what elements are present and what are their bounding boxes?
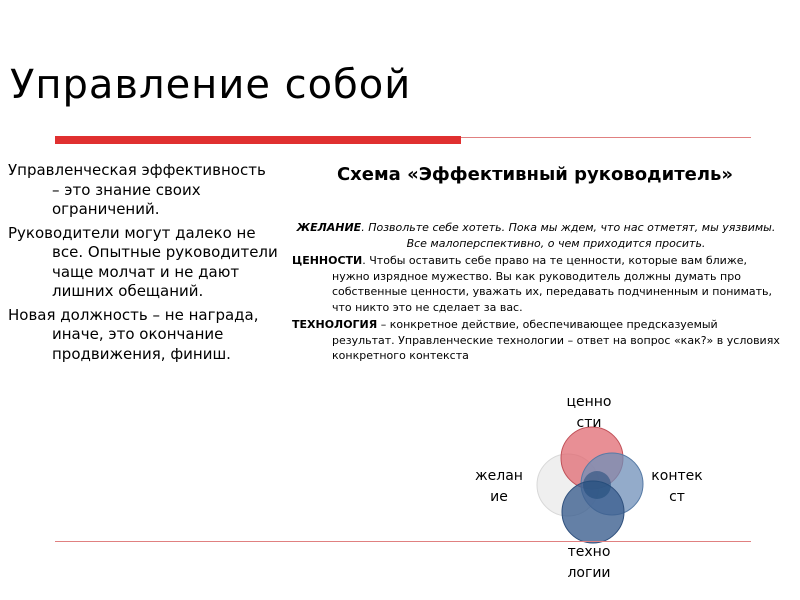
left-paragraph-1: Управленческая эффективность – это знание своих ограничений. bbox=[8, 161, 266, 218]
schema-text-technology: – конкретное действие, обеспечивающее предсказуемый результат. Управленческие технологии – ответ на вопрос «как?» в условиях конкретного контекста bbox=[332, 318, 780, 362]
schema-text-column bbox=[292, 220, 780, 366]
schema-term-technology: ТЕХНОЛОГИЯ bbox=[292, 318, 378, 331]
venn-center-overlap bbox=[583, 471, 611, 499]
venn-label-top: ценно сти bbox=[566, 394, 612, 431]
bottom-divider bbox=[55, 541, 751, 542]
venn-diagram bbox=[532, 420, 648, 550]
left-text-column bbox=[8, 161, 278, 368]
left-paragraph-3: Новая должность – не награда, иначе, это окончание продвижения, финиш. bbox=[8, 305, 259, 363]
venn-label-bottom: техно логии bbox=[567, 544, 611, 581]
schema-item-technology bbox=[292, 317, 780, 364]
schema-prefix: Схема bbox=[336, 164, 408, 185]
left-paragraph-2: Руководители могут далеко не все. Опытные руководители чаще молчат и не дают лишних обещаний. bbox=[8, 223, 278, 300]
schema-item-values bbox=[292, 253, 780, 315]
schema-text-values: . Чтобы оставить себе право на те ценности, которые вам ближе, нужно изрядное мужество. Вы как руководитель должны думать про собственные ценности, уважать их, передавать подчиненным и понимать, что никто это не сделает за вас. bbox=[332, 254, 772, 314]
schema-term-values: ЦЕННОСТИ bbox=[292, 254, 363, 267]
schema-term-desire: ЖЕЛАНИЕ bbox=[296, 221, 362, 234]
venn-label-right: контек ст bbox=[651, 468, 703, 505]
schema-text-desire: . Позвольте себе хотеть. Пока мы ждем, что нас отметят, мы уязвимы. Все малоперспективно, о чем приходится просить. bbox=[361, 221, 776, 250]
slide-title: Управление собой bbox=[10, 62, 412, 108]
title-underline-accent bbox=[55, 136, 461, 144]
schema-title: «Эффективный руководитель» bbox=[407, 164, 734, 185]
schema-item-desire bbox=[292, 220, 780, 251]
title-underline-thin bbox=[461, 137, 751, 138]
schema-heading bbox=[290, 164, 780, 185]
venn-label-left: желан ие bbox=[475, 468, 523, 505]
